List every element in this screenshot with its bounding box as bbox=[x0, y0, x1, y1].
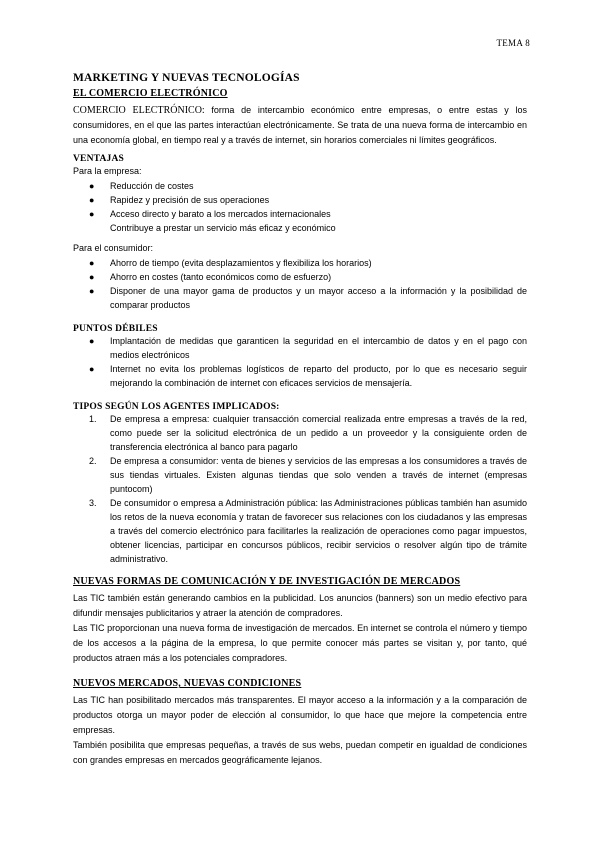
section-heading-ventajas: VENTAJAS bbox=[73, 154, 125, 164]
ventajas-empresa-list bbox=[73, 179, 527, 221]
bullet-icon: ● bbox=[89, 181, 95, 191]
nuevos-mercados-p2: También posibilita que empresas pequeñas, a través de sus webs, puedan competir en igualdad de condiciones con grandes empresas en mercados geográficamente lejanos. bbox=[73, 740, 527, 765]
ventajas-consumidor-label: Para el consumidor: bbox=[73, 243, 154, 253]
tipos-list bbox=[73, 412, 527, 566]
list-item: ● Disponer de una mayor gama de productos y un mayor acceso a la información y la posibilidad de comparar productos bbox=[89, 286, 527, 310]
section-heading-debiles: PUNTOS DÉBILES bbox=[73, 324, 158, 334]
nuevas-formas-p2: Las TIC proporcionan una nueva forma de investigación de mercados. En internet se controla el número y tiempo de los accesos a la página de la empresa, lo que permite conocer más partes se visitan y, por tanto, qué productos atraen más a los potenciales compradores. bbox=[73, 623, 527, 663]
list-item: ● Reducción de costes bbox=[89, 181, 194, 191]
bullet-icon: ● bbox=[89, 286, 95, 296]
section-heading-comercio: EL COMERCIO ELECTRÓNICO bbox=[73, 88, 228, 99]
section-heading-nuevas-formas: NUEVAS FORMAS DE COMUNICACIÓN Y DE INVESTIGACIÓN DE MERCADOS bbox=[73, 576, 461, 587]
bullet-icon: ● bbox=[89, 272, 95, 282]
page-header-tema: TEMA 8 bbox=[496, 38, 530, 48]
list-item: 3. De consumidor o empresa a Administración pública: las Administraciones públicas también han asumido los retos de la nueva economía y tratan de favorecer sus relaciones con los ciudadanos y las empresas a través del comercio electrónico para facilitarles la realización de operaciones como pagar impuestos, obtener licencias, participar en concursos públicos, recibir servicios o resolver algún tipo de trámite administrativo. bbox=[89, 498, 527, 564]
nuevos-mercados-p1: Las TIC han posibilitado mercados más transparentes. El mayor acceso a la información y a la comparación de productos otorga un mayor poder de elección al consumidor, lo que hace que mejore la competencia entre empresas. bbox=[73, 695, 527, 735]
list-item: 2. De empresa a consumidor: venta de bienes y servicios de las empresas a los consumidores a través de sus tiendas virtuales. Existen algunas tiendas que solo venden a través de internet (empresas puntocom) bbox=[89, 456, 527, 494]
list-item: ● Rapidez y precisión de sus operaciones bbox=[89, 195, 270, 205]
list-item: ● Implantación de medidas que garanticen la seguridad en el intercambio de datos y en el pago con medios electrónicos bbox=[89, 336, 527, 360]
list-item: 1. De empresa a empresa: cualquier transacción comercial realizada entre empresas a través de la red, como puede ser la solicitud electrónica de un pedido a un proveedor y la consiguiente orden de transferencia electrónica al banco para pagarlo bbox=[89, 414, 527, 452]
comercio-definition bbox=[73, 103, 527, 148]
comercio-definition-text: forma de intercambio económico entre empresas, o entre estas y los consumidores, en el que las partes interactúan electrónicamente. Se trata de una nueva forma de intercambio en una economía global, en tiempo real y a través de internet, sin horarios comerciales ni límites geográficos. bbox=[73, 105, 527, 145]
ventajas-empresa-label: Para la empresa: bbox=[73, 166, 142, 176]
list-item: ● Ahorro en costes (tanto económicos como de esfuerzo) bbox=[89, 272, 332, 282]
section-heading-nuevos-mercados: NUEVOS MERCADOS, NUEVAS CONDICIONES bbox=[73, 678, 302, 689]
bullet-icon: ● bbox=[89, 336, 95, 346]
section-heading-tipos: TIPOS SEGÚN LOS AGENTES IMPLICADOS: bbox=[73, 402, 280, 412]
bullet-icon: ● bbox=[89, 364, 95, 374]
list-item: ● Ahorro de tiempo (evita desplazamientos y flexibiliza los horarios) bbox=[89, 258, 372, 268]
ventajas-empresa-extra: Contribuye a prestar un servicio más eficaz y económico bbox=[110, 223, 336, 233]
bullet-icon: ● bbox=[89, 258, 95, 268]
debiles-list bbox=[73, 334, 527, 390]
document-title: MARKETING Y NUEVAS TECNOLOGÍAS bbox=[73, 72, 300, 84]
comercio-lead-term: COMERCIO ELECTRÓNICO: bbox=[73, 105, 205, 116]
list-item: ● Acceso directo y barato a los mercados internacionales bbox=[89, 209, 331, 219]
ventajas-consumidor-list bbox=[73, 256, 527, 312]
nuevas-formas-p1: Las TIC también están generando cambios en la publicidad. Los anuncios (banners) son un medio efectivo para difundir mensajes publicitarios y atraer la atención de compradores. bbox=[73, 593, 527, 618]
bullet-icon: ● bbox=[89, 195, 95, 205]
list-item: ● Internet no evita los problemas logísticos de reparto del producto, por lo que es necesario seguir mejorando la combinación de internet con eficaces servicios de mensajería. bbox=[89, 364, 527, 388]
document-content bbox=[73, 72, 527, 768]
bullet-icon: ● bbox=[89, 209, 95, 219]
